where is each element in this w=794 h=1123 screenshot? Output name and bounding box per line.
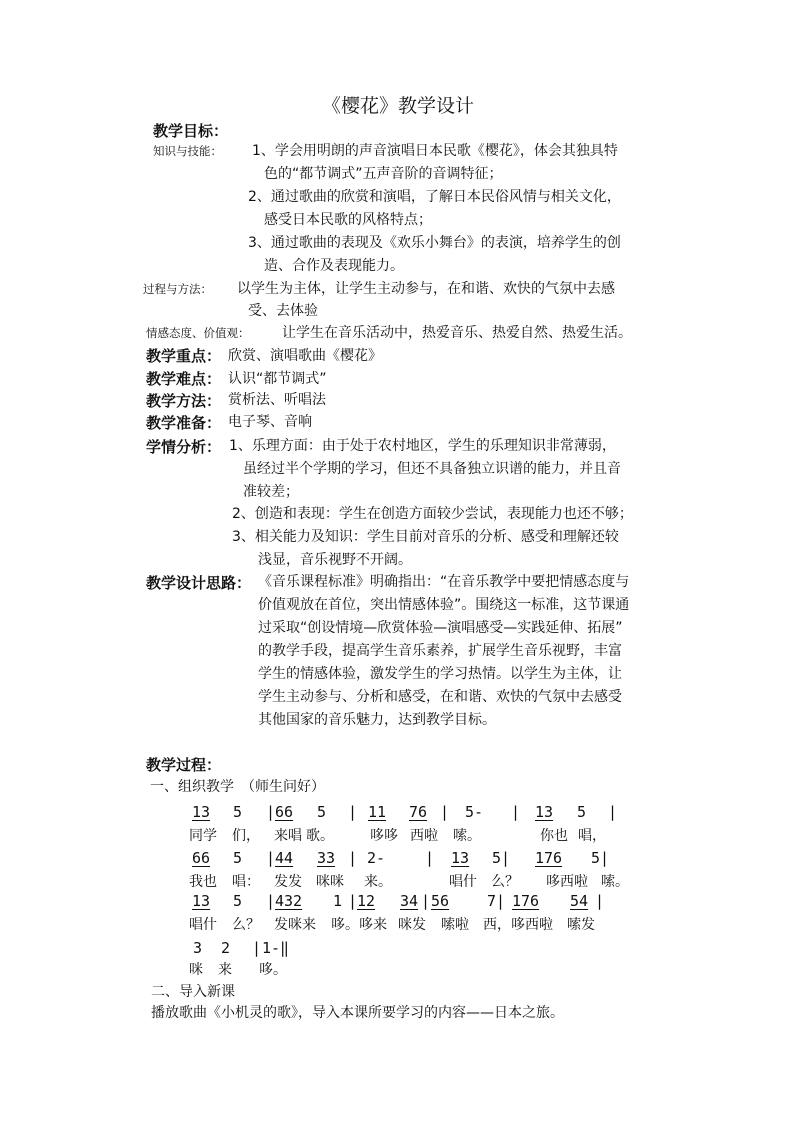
score-barline: | <box>266 849 276 867</box>
design-line-4: 的教学手段，提高学生音乐素养，扩展学生音乐视野，丰富 <box>258 643 622 659</box>
attitude-values-text: 让学生在音乐活动中，热爱音乐、热爱自然、热爱生活。 <box>282 325 632 341</box>
score-note: 176 <box>535 849 563 867</box>
score-note: 44 <box>275 849 294 867</box>
analysis-item-3-line-2: 浅显，音乐视野不开阔。 <box>258 552 412 568</box>
difficulty-label: 教学难点： <box>146 370 222 388</box>
knowledge-item-1-line-2: 色的“都节调式”五声音阶的音调特征； <box>264 166 503 182</box>
knowledge-item-3-line-1: 3、通过歌曲的表现及《欢乐小舞台》的表演，培养学生的创 <box>248 235 621 251</box>
score-barline: | <box>348 803 358 821</box>
score-barline: | <box>511 803 521 821</box>
design-line-1: 《音乐课程标准》明确指出：“在音乐教学中要把情感态度与 <box>258 574 630 590</box>
score-barline: | <box>425 849 435 867</box>
knowledge-item-1-line-1: 1、学会用明朗的声音演唱日本民歌《樱花》，体会其独具特 <box>252 143 618 159</box>
score-barline: | <box>440 803 450 821</box>
score-lyric: 来唱 <box>274 828 302 844</box>
score-lyric: 嗦。 <box>453 828 481 844</box>
score-note: 5 <box>233 892 243 910</box>
score-lyric: 咪咪 <box>316 874 344 890</box>
score-note: 1-‖ <box>262 939 290 957</box>
score-note: 7| <box>487 892 506 910</box>
process-method-label: 过程与方法： <box>143 282 212 296</box>
score-lyric: 咪发 <box>398 917 426 933</box>
score-note: 66 <box>192 849 211 867</box>
score-note: 66 <box>275 803 294 821</box>
analysis-item-1-line-3: 准较差； <box>243 484 299 500</box>
design-line-3: 过采取“创设情境—欣赏体验—演唱感受—实践延伸、拓展” <box>258 620 623 636</box>
score-note: 13 <box>192 892 211 910</box>
score-barline: | <box>348 892 358 910</box>
score-lyric: 咪 <box>189 962 203 978</box>
score-lyric: 发咪来 <box>274 917 316 933</box>
score-barline: | <box>421 892 431 910</box>
score-note: 5| <box>492 849 511 867</box>
score-lyric: 唱什 <box>189 917 217 933</box>
goals-heading: 教学目标： <box>153 122 229 140</box>
score-note: 76 <box>409 803 428 821</box>
process-heading: 教学过程： <box>146 756 222 774</box>
knowledge-item-2-line-2: 感受日本民歌的风格特点； <box>264 212 432 228</box>
score-note: 56 <box>431 892 450 910</box>
score-note: 5 <box>233 849 243 867</box>
score-lyric: 来 <box>218 962 232 978</box>
score-note: 176 <box>512 892 540 910</box>
design-line-7: 其他国家的音乐魅力，达到教学目标。 <box>258 712 496 728</box>
score-note: 5- <box>465 803 484 821</box>
score-lyric: 哆哆 <box>370 828 398 844</box>
score-note: 3 <box>193 939 203 957</box>
key-point-label: 教学重点： <box>146 347 222 365</box>
design-label: 教学设计思路： <box>146 574 252 592</box>
score-note: 33 <box>317 849 336 867</box>
score-barline: | <box>252 939 262 957</box>
method-label: 教学方法： <box>146 392 222 410</box>
process-method-line-1: 以学生为主体，让学生主动参与，在和谐、欢快的气氛中去感 <box>237 281 615 297</box>
score-lyric: 嗦发 <box>567 917 595 933</box>
score-note: 2- <box>367 849 386 867</box>
analysis-label: 学情分析： <box>146 438 222 456</box>
score-barline: | <box>348 849 358 867</box>
score-note: 2 <box>221 939 231 957</box>
score-barline: | <box>266 803 276 821</box>
score-lyric: 哆西啦 <box>546 874 588 890</box>
score-lyric: 唱： <box>232 874 260 890</box>
knowledge-item-3-line-2: 造、合作及表现能力。 <box>264 258 404 274</box>
attitude-values-label: 情感态度、价值观： <box>146 326 250 340</box>
score-barline: | <box>266 892 276 910</box>
score-lyric: 西啦 <box>410 828 438 844</box>
score-note: 5 <box>577 803 587 821</box>
score-note: 1 <box>333 892 343 910</box>
score-barline: | <box>595 892 605 910</box>
score-note: 13 <box>192 803 211 821</box>
method-text: 赏析法、听唱法 <box>228 392 326 408</box>
key-point-text: 欣赏、演唱歌曲《樱花》 <box>228 348 382 364</box>
score-lyric: 发发 <box>274 874 302 890</box>
score-note: 11 <box>368 803 387 821</box>
score-note: 12 <box>357 892 376 910</box>
score-note: 5| <box>591 849 610 867</box>
preparation-text: 电子琴、音响 <box>228 414 312 430</box>
process-method-line-2: 受、去体验 <box>248 303 318 319</box>
document-title: 《樱花》教学设计 <box>322 95 475 117</box>
score-lyric: 来。 <box>364 874 392 890</box>
score-note: 54 <box>570 892 589 910</box>
analysis-item-1-line-2: 虽经过半个学期的学习，但还不具备独立识谱的能力，并且音 <box>243 461 621 477</box>
score-lyric: 同学 <box>189 828 217 844</box>
preparation-label: 教学准备： <box>146 414 222 432</box>
score-lyric: 么？ <box>491 874 519 890</box>
process-step-2-text: 播放歌曲《小机灵的歌》，导入本课所要学习的内容——日本之旅。 <box>151 1005 564 1021</box>
score-note: 34 <box>400 892 419 910</box>
score-lyric: 么？ <box>232 917 260 933</box>
process-step-2: 二、导入新课 <box>151 984 235 1000</box>
score-note: 5 <box>233 803 243 821</box>
score-lyric: 我也 <box>189 874 217 890</box>
process-step-1: 一、组织教学 （师生问好） <box>150 779 325 795</box>
score-lyric: 哆。哆来 <box>331 917 387 933</box>
knowledge-skills-label: 知识与技能： <box>153 144 222 158</box>
score-lyric: 哆。 <box>259 962 287 978</box>
design-line-2: 价值观放在首位，突出情感体验”。围绕这一标准，这节课通 <box>258 597 630 613</box>
score-lyric: 歌。 <box>306 828 334 844</box>
analysis-item-3-line-1: 3、相关能力及知识：学生目前对音乐的分析、感受和理解还较 <box>232 529 619 545</box>
score-lyric: 嗦啦 <box>441 917 469 933</box>
difficulty-text: 认识“都节调式” <box>228 371 327 387</box>
analysis-item-1-line-1: 1、乐理方面：由于处于农村地区，学生的乐理知识非常薄弱， <box>229 438 616 454</box>
design-line-5: 学生的情感体验，激发学生的学习热情。以学生为主体，让 <box>258 666 622 682</box>
score-lyric: 嗦。 <box>601 874 629 890</box>
score-lyric: 唱， <box>578 828 606 844</box>
score-note: 13 <box>535 803 554 821</box>
score-lyric: 唱什 <box>449 874 477 890</box>
knowledge-item-2-line-1: 2、通过歌曲的欣赏和演唱，了解日本民俗风情与相关文化， <box>248 189 621 205</box>
score-lyric: 西，哆西啦 <box>483 917 553 933</box>
score-lyric: 你也 <box>540 828 568 844</box>
score-note: 13 <box>451 849 470 867</box>
design-line-6: 学生主动参与、分析和感受，在和谐、欢快的气氛中去感受 <box>258 689 622 705</box>
score-note: 432 <box>275 892 303 910</box>
analysis-item-2-line-1: 2、创造和表现：学生在创造方面较少尝试，表现能力也还不够； <box>232 506 633 522</box>
score-barline: | <box>608 803 618 821</box>
score-lyric: 们， <box>232 828 260 844</box>
score-note: 5 <box>317 803 327 821</box>
